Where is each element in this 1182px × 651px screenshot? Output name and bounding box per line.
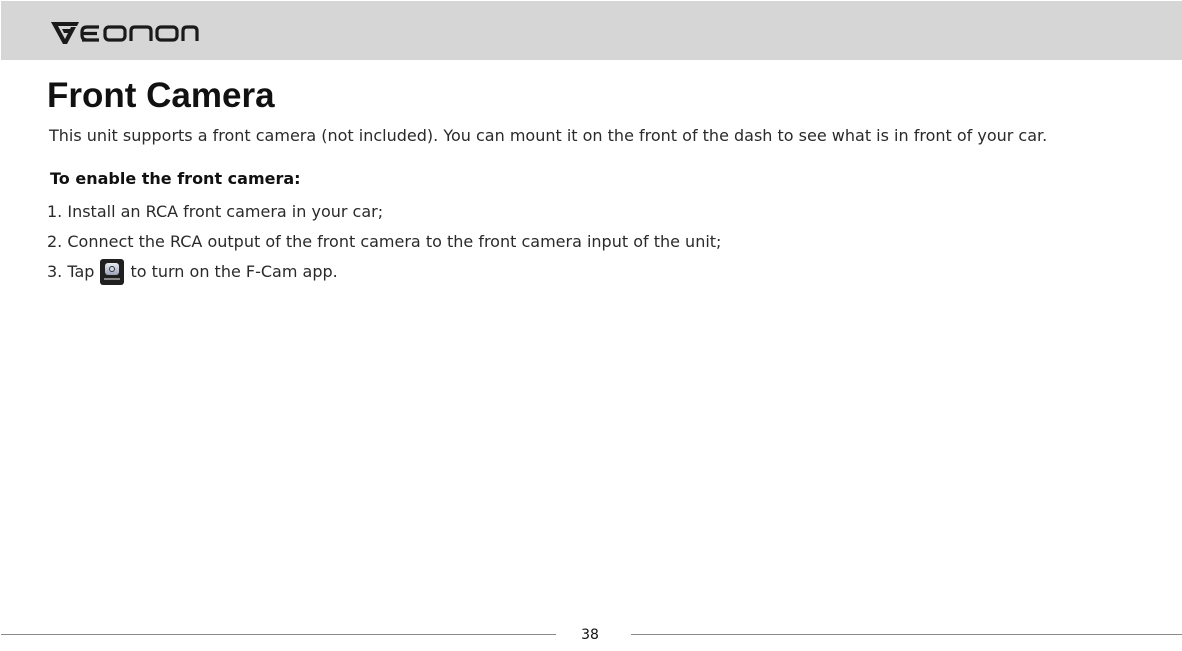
step-1 — [47, 197, 721, 227]
step-2 — [47, 227, 721, 257]
steps-list — [47, 197, 721, 287]
footer-divider-left — [1, 634, 556, 635]
intro-paragraph: This unit supports a front camera (not included). You can mount it on the front of the dash to see what is in front of your car. — [49, 126, 1048, 145]
step-1-text: 1. Install an RCA front camera in your car; — [47, 202, 384, 221]
step-3-prefix: 3. Tap — [47, 262, 95, 281]
step-3-suffix: to turn on the F-Cam app. — [130, 262, 338, 281]
page-title: Front Camera — [47, 76, 275, 115]
step-2-text: 2. Connect the RCA output of the front camera to the front camera input of the unit; — [47, 232, 722, 251]
page-number: 38 — [581, 627, 599, 643]
header-bar — [1, 1, 1182, 60]
icon-label-bar — [104, 278, 120, 280]
footer-divider-right — [631, 634, 1182, 635]
f-cam-app-icon — [100, 259, 124, 285]
step-3 — [47, 257, 721, 287]
eonon-logo — [49, 18, 199, 44]
section-subheading: To enable the front camera: — [50, 169, 301, 188]
